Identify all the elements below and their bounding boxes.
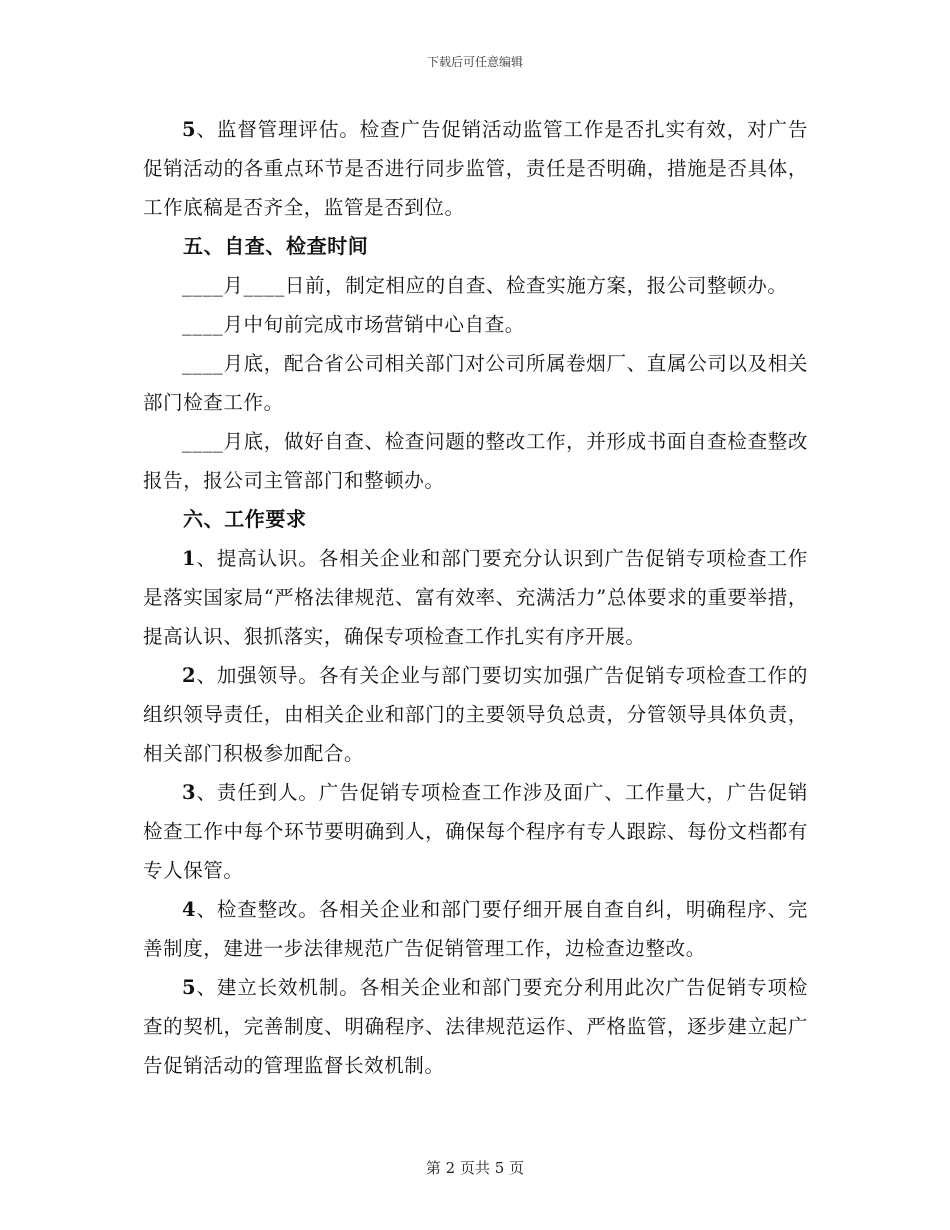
paragraph-requirement-5 xyxy=(143,968,808,1085)
page-footer: 第 2 页共 5 页 xyxy=(425,1159,525,1177)
item-number: 1 xyxy=(182,547,197,570)
item-number: 3 xyxy=(182,781,197,804)
item-number: 5 xyxy=(182,118,197,141)
paragraph-requirement-4 xyxy=(143,890,808,968)
blank-line: ____ xyxy=(182,313,224,336)
paragraph-text: 、责任到人。广告促销专项检查工作涉及面广、工作量大，广告促销检查工作中每个环节要明确到人，确保每个程序有专人跟踪、每份文档都有专人保管。 xyxy=(143,781,808,882)
item-number: 4 xyxy=(182,898,197,921)
blank-line: ____ xyxy=(182,352,224,375)
paragraph-text: 、加强领导。各有关企业与部门要切实加强广告促销专项检查工作的组织领导责任，由相关企业和部门的主要领导负总责，分管领导具体负责，相关部门积极参加配合。 xyxy=(143,664,808,765)
item-number: 2 xyxy=(182,664,197,687)
page-header: 下载后可任意编辑 xyxy=(426,55,523,69)
section-heading-5: 五、自查、检查时间 xyxy=(183,234,369,258)
paragraph-text: 、监督管理评估。检查广告促销活动监管工作是否扎实有效，对广告促销活动的各重点环节是否进行同步监管，责任是否明确，措施是否具体，工作底稿是否齐全，监管是否到位。 xyxy=(143,118,808,219)
paragraph-text: 月中旬前完成市场营销中心自查。 xyxy=(223,313,525,336)
paragraph-requirement-1 xyxy=(143,539,808,656)
paragraph-time-4 xyxy=(143,422,808,500)
paragraph-text: 、提高认识。各相关企业和部门要充分认识到广告促销专项检查工作是落实国家局“严格法律规范、富有效率、充满活力”总体要求的重要举措，提高认识、狠抓落实，确保专项检查工作扎实有序开展。 xyxy=(143,547,808,648)
paragraph-time-2 xyxy=(143,305,808,344)
document-body xyxy=(143,110,808,1085)
paragraph-time-1 xyxy=(143,266,808,305)
blank-line: ____ xyxy=(243,274,285,297)
paragraph-supervision-evaluation xyxy=(143,110,808,227)
blank-line: ____ xyxy=(182,274,224,297)
paragraph-text: 、建立长效机制。各相关企业和部门要充分利用此次广告促销专项检查的契机，完善制度、明确程序、法律规范运作、严格监管，逐步建立起广告促销活动的管理监督长效机制。 xyxy=(143,976,808,1077)
paragraph-requirement-3 xyxy=(143,773,808,890)
paragraph-text: 日前，制定相应的自查、检查实施方案，报公司整顿办。 xyxy=(284,274,788,297)
paragraph-text: 月底，做好自查、检查问题的整改工作，并形成书面自查检查整改报告，报公司主管部门和整顿办。 xyxy=(143,430,808,492)
paragraph-text: 、检查整改。各相关企业和部门要仔细开展自查自纠，明确程序、完善制度，建进一步法律规范广告促销管理工作，边检查边整改。 xyxy=(143,898,808,960)
paragraph-text: 月底，配合省公司相关部门对公司所属卷烟厂、直属公司以及相关部门检查工作。 xyxy=(143,352,808,414)
paragraph-requirement-2 xyxy=(143,656,808,773)
paragraph-time-3 xyxy=(143,344,808,422)
item-number: 5 xyxy=(182,976,197,999)
section-heading-6: 六、工作要求 xyxy=(183,507,307,531)
paragraph-text: 月 xyxy=(223,274,244,297)
blank-line: ____ xyxy=(182,430,224,453)
